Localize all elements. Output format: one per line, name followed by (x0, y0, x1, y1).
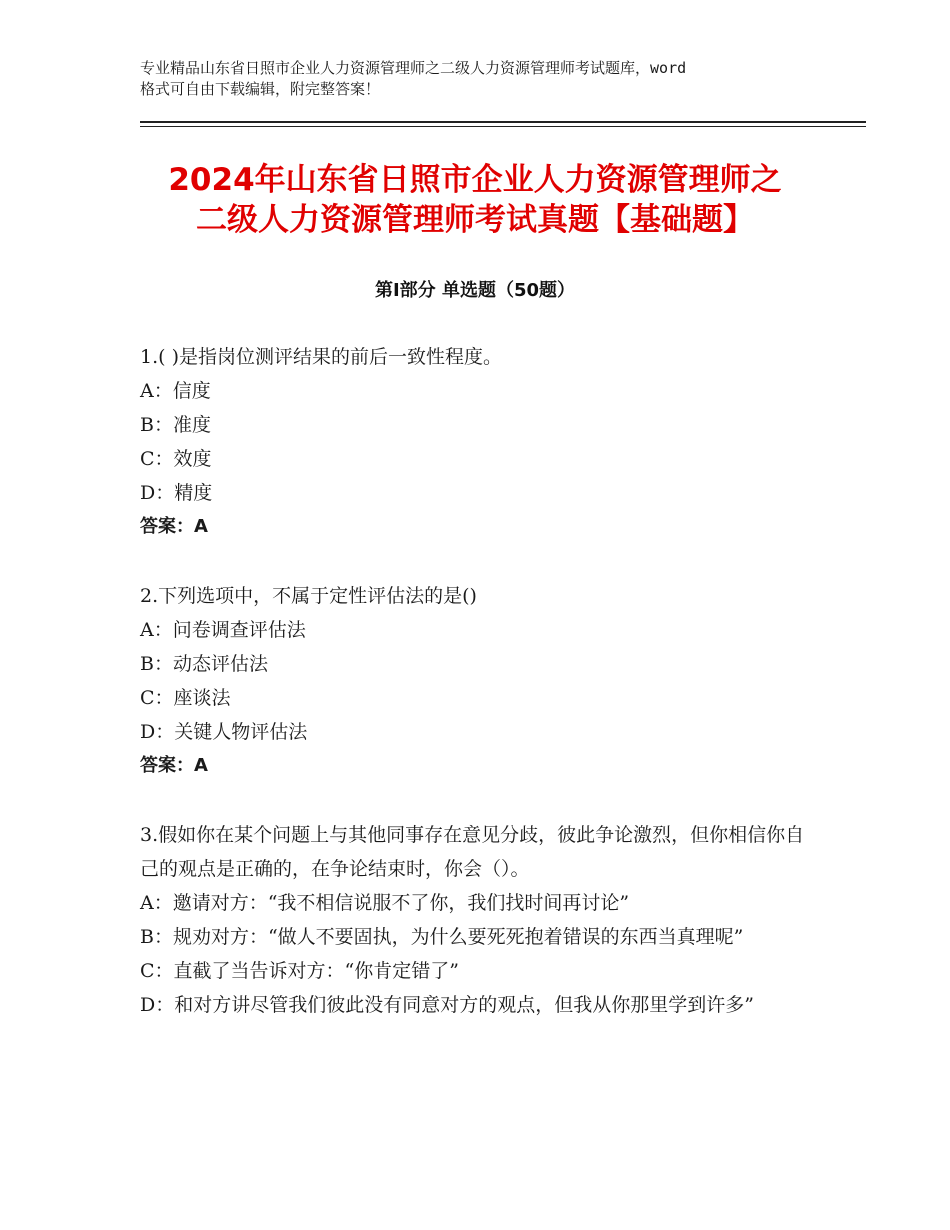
question-stem: 1.( )是指岗位测评结果的前后一致性程度。 (140, 346, 502, 368)
header-rule-thick (140, 121, 866, 123)
header-rule-thin (140, 126, 866, 127)
question-2 (140, 579, 820, 783)
question-3 (140, 818, 805, 1022)
title-line-2: 二级人力资源管理师考试真题【基础题】 (196, 202, 754, 238)
header-note (140, 58, 820, 100)
header-note-line-1: 专业精品山东省日照市企业人力资源管理师之二级人力资源管理师考试题库，word (140, 59, 687, 77)
title-line-1: 2024年山东省日照市企业人力资源管理师之 (168, 162, 782, 198)
option-a: A：信度 (140, 380, 211, 402)
header-note-line-2: 格式可自由下载编辑，附完整答案！ (140, 80, 381, 98)
option-c: C：座谈法 (140, 687, 231, 709)
question-stem: 3.假如你在某个问题上与其他同事存在意见分歧，彼此争论激烈，但你相信你自己的观点是正确的，在争论结束时，你会（）。 (140, 824, 805, 880)
question-stem: 2.下列选项中，不属于定性评估法的是() (140, 585, 477, 607)
option-d: D：精度 (140, 482, 213, 504)
option-b: B：准度 (140, 414, 211, 436)
question-1 (140, 340, 820, 544)
section-heading: 第Ⅰ部分 单选题（50题） (374, 280, 575, 301)
option-a: A：邀请对方：“我不相信说服不了你，我们找时间再讨论” (140, 892, 630, 914)
option-d: D：关键人物评估法 (140, 721, 308, 743)
option-a: A：问卷调查评估法 (140, 619, 306, 641)
option-b: B：规劝对方：“做人不要固执，为什么要死死抱着错误的东西当真理呢” (140, 926, 744, 948)
option-b: B：动态评估法 (140, 653, 268, 675)
document-title (100, 160, 850, 240)
answer: 答案：A (140, 755, 208, 776)
answer: 答案：A (140, 516, 208, 537)
option-c: C：效度 (140, 448, 212, 470)
option-c: C：直截了当告诉对方：“你肯定错了” (140, 960, 459, 982)
option-d: D：和对方讲尽管我们彼此没有同意对方的观点，但我从你那里学到许多” (140, 994, 754, 1016)
